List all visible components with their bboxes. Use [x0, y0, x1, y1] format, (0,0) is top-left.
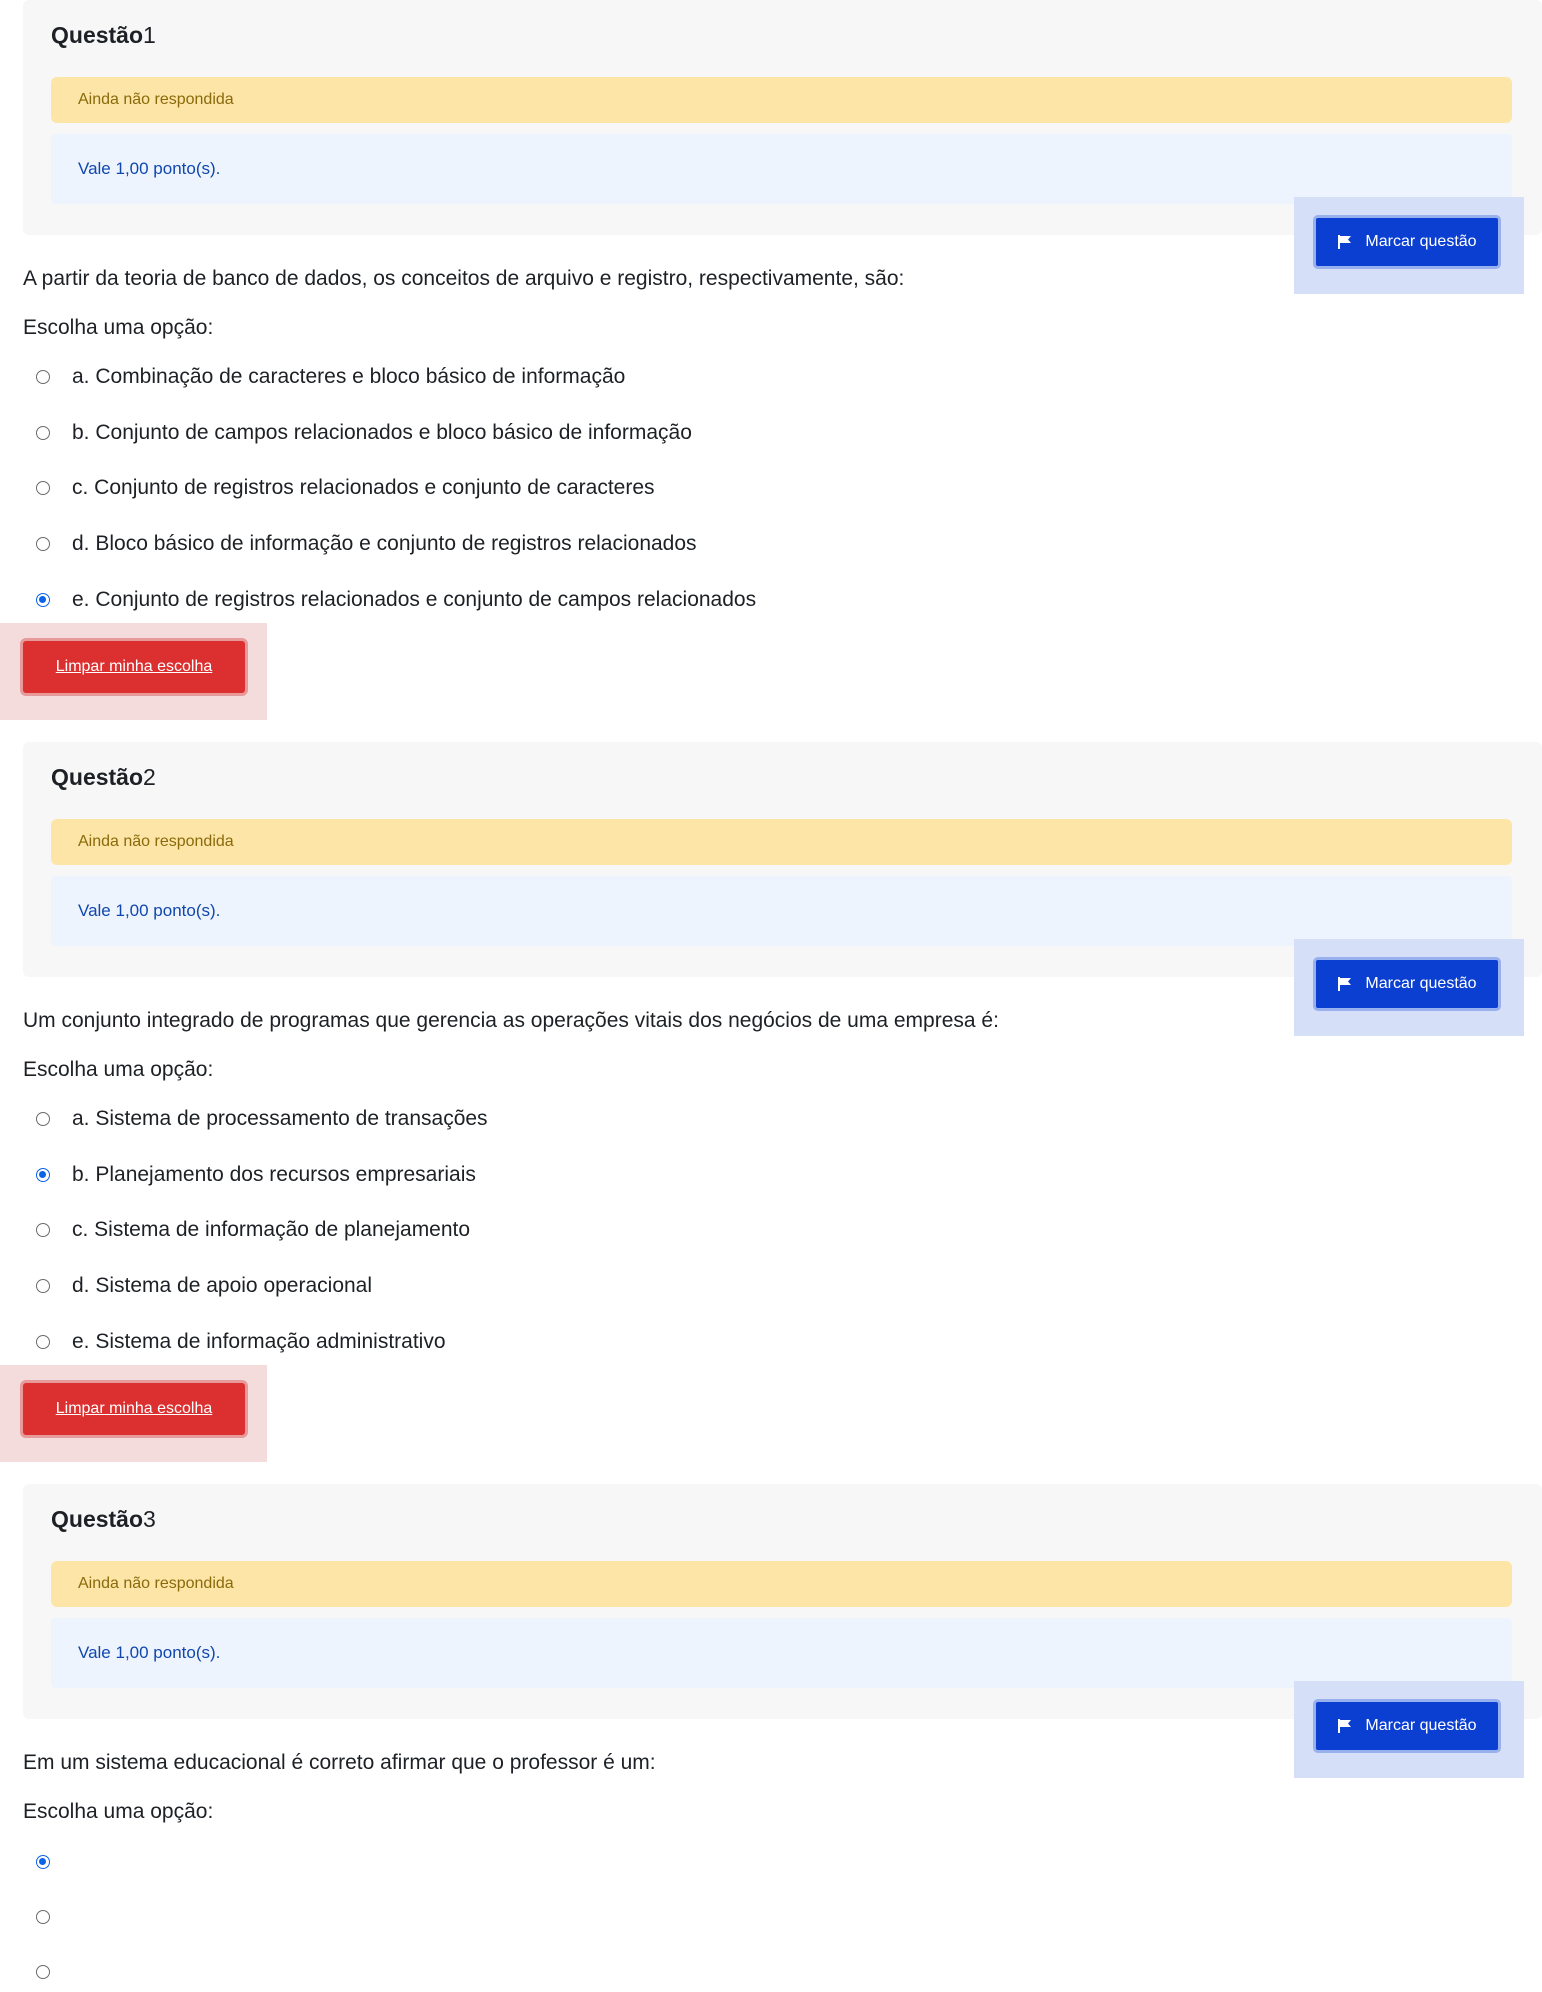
option-label: e. Sistema de informação administrativo [72, 1330, 446, 1353]
points-info: Vale 1,00 ponto(s). [51, 1618, 1512, 1688]
question-number: 3 [143, 1506, 156, 1532]
option-label: b. Conjunto de campos relacionados e bloco básico de informação [72, 421, 692, 444]
answer-option-a[interactable] [36, 357, 625, 397]
question-number: 2 [143, 764, 156, 790]
flag-button-highlight [1294, 197, 1524, 294]
answer-option-d[interactable] [36, 524, 697, 564]
flag-button-highlight [1294, 1681, 1524, 1778]
status-badge: Ainda não respondida [51, 77, 1512, 123]
radio-button[interactable] [36, 370, 50, 384]
option-label: a. Sistema de processamento de transações [72, 1107, 488, 1130]
flag-question-label: Marcar questão [1365, 1717, 1477, 1734]
question-text: Em um sistema educacional é correto afirmar que o professor é um: [23, 1751, 656, 1774]
answer-option-c[interactable] [36, 468, 655, 508]
radio-button[interactable] [36, 1910, 50, 1924]
answer-option-d[interactable] [36, 1266, 372, 1306]
radio-button[interactable] [36, 1279, 50, 1293]
answer-option-e[interactable] [36, 580, 756, 620]
points-info: Vale 1,00 ponto(s). [51, 134, 1512, 204]
option-label: d. Sistema de apoio operacional [72, 1274, 373, 1297]
radio-button-selected[interactable] [36, 1168, 50, 1182]
option-label: a. Combinação de caracteres e bloco básico de informação [72, 365, 626, 388]
answer-option-e[interactable] [36, 1322, 446, 1362]
question-title-prefix: Questão [51, 764, 144, 790]
choose-option-prompt: Escolha uma opção: [23, 1058, 214, 1081]
flag-question-label: Marcar questão [1365, 975, 1477, 992]
answer-option-a[interactable] [36, 1099, 488, 1139]
option-label: c. Sistema de informação de planejamento [72, 1218, 471, 1241]
flag-icon [1337, 1718, 1353, 1734]
option-label: c. Conjunto de registros relacionados e conjunto de caracteres [72, 476, 655, 499]
option-label: e. Conjunto de registros relacionados e conjunto de campos relacionados [72, 588, 757, 611]
option-label: d. Bloco básico de informação e conjunto de registros relacionados [72, 532, 697, 555]
question-title [51, 764, 156, 791]
question-text: A partir da teoria de banco de dados, os conceitos de arquivo e registro, respectivamente, são: [23, 267, 905, 290]
answer-option-c[interactable] [36, 1952, 72, 1992]
points-info: Vale 1,00 ponto(s). [51, 876, 1512, 946]
radio-button[interactable] [36, 537, 50, 551]
question-2 [0, 742, 1542, 1484]
radio-button[interactable] [36, 426, 50, 440]
flag-icon [1337, 976, 1353, 992]
option-label: b. Planejamento dos recursos empresariais [72, 1163, 476, 1186]
clear-button-highlight [0, 623, 267, 720]
radio-button[interactable] [36, 1112, 50, 1126]
clear-button-highlight [0, 1365, 267, 1462]
status-badge: Ainda não respondida [51, 819, 1512, 865]
choose-option-prompt: Escolha uma opção: [23, 316, 214, 339]
question-3 [0, 1484, 1542, 1981]
answer-option-b[interactable] [36, 1155, 476, 1195]
radio-button[interactable] [36, 1965, 50, 1979]
question-title-prefix: Questão [51, 22, 144, 48]
flag-icon [1337, 234, 1353, 250]
clear-choice-button[interactable]: Limpar minha escolha [20, 1380, 248, 1438]
question-title-prefix: Questão [51, 1506, 144, 1532]
flag-question-button[interactable] [1313, 215, 1501, 269]
question-text: Um conjunto integrado de programas que gerencia as operações vitais dos negócios de uma empresa é: [23, 1009, 999, 1032]
flag-question-button[interactable] [1313, 957, 1501, 1011]
status-badge: Ainda não respondida [51, 1561, 1512, 1607]
radio-button-selected[interactable] [36, 593, 50, 607]
radio-button[interactable] [36, 1335, 50, 1349]
answer-option-c[interactable] [36, 1210, 470, 1250]
question-title [51, 1506, 156, 1533]
choose-option-prompt: Escolha uma opção: [23, 1800, 214, 1823]
question-1 [0, 0, 1542, 742]
answer-option-a[interactable] [36, 1842, 72, 1882]
question-number: 1 [143, 22, 156, 48]
flag-question-button[interactable] [1313, 1699, 1501, 1753]
flag-question-label: Marcar questão [1365, 233, 1477, 250]
radio-button[interactable] [36, 481, 50, 495]
question-title [51, 22, 156, 49]
answer-option-b[interactable] [36, 413, 692, 453]
answer-option-b[interactable] [36, 1897, 72, 1937]
radio-button-selected[interactable] [36, 1855, 50, 1869]
flag-button-highlight [1294, 939, 1524, 1036]
clear-choice-button[interactable]: Limpar minha escolha [20, 638, 248, 696]
radio-button[interactable] [36, 1223, 50, 1237]
